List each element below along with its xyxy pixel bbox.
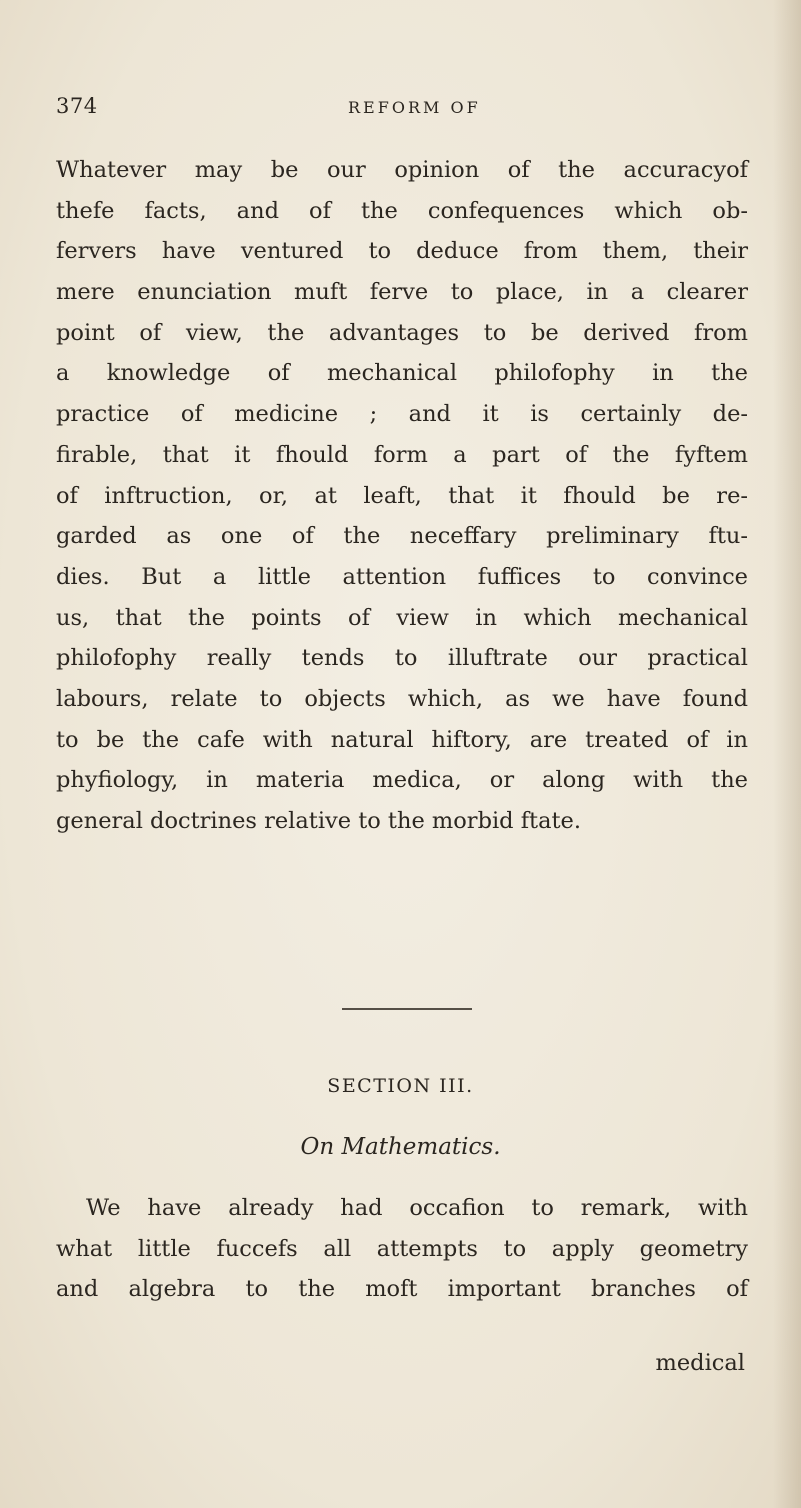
text-line: practice of medicine ; and it is certainly de- [56, 401, 748, 428]
text-line: what little fuccefs all attempts to apply geometry [56, 1235, 748, 1262]
text-line: and algebra to the moft important branches of [56, 1276, 748, 1303]
catchword: medical [655, 1350, 745, 1376]
text-line: point of view, the advantages to be derived from [56, 319, 748, 346]
paragraph-2 [56, 1188, 748, 1310]
text-line: of inftruction, or, at leaft, that it fhould be re- [56, 482, 748, 509]
text-line: philofophy really tends to illuftrate our practical [56, 645, 748, 672]
page-number: 374 [56, 94, 98, 118]
text-line: garded as one of the neceffary preliminary ftu- [56, 523, 748, 550]
text-line: general doctrines relative to the morbid ftate. [56, 808, 582, 834]
page-edge-shadow [773, 0, 801, 1508]
text-line: We have already had occafion to remark, with [86, 1195, 748, 1221]
text-line: us, that the points of view in which mechanical [56, 604, 748, 631]
text-line: to be the cafe with natural hiftory, are treated of in [56, 726, 748, 753]
text-line: mere enunciation muft ferve to place, in a clearer [56, 279, 748, 306]
text-line: labours, relate to objects which, as we have found [56, 685, 748, 712]
text-line: Whatever may be our opinion of the accuracyof [56, 157, 748, 183]
section-heading: SECTION III. [327, 1075, 474, 1097]
text-line: thefe facts, and of the confequences which ob- [56, 197, 748, 224]
section-subtitle: On Mathematics. [300, 1134, 501, 1160]
text-line: fervers have ventured to deduce from them, their [56, 238, 748, 265]
text-line: firable, that it fhould form a part of the fyftem [56, 441, 748, 468]
paragraph-1 [56, 150, 748, 842]
text-line: dies. But a little attention fuffices to convince [56, 563, 748, 590]
section-divider-rule [342, 1008, 472, 1010]
text-line: phyfiology, in materia medica, or along with the [56, 767, 748, 794]
text-line: a knowledge of mechanical philofophy in the [56, 360, 748, 387]
running-head-title: REFORM OF [348, 98, 481, 117]
running-head [56, 84, 716, 124]
